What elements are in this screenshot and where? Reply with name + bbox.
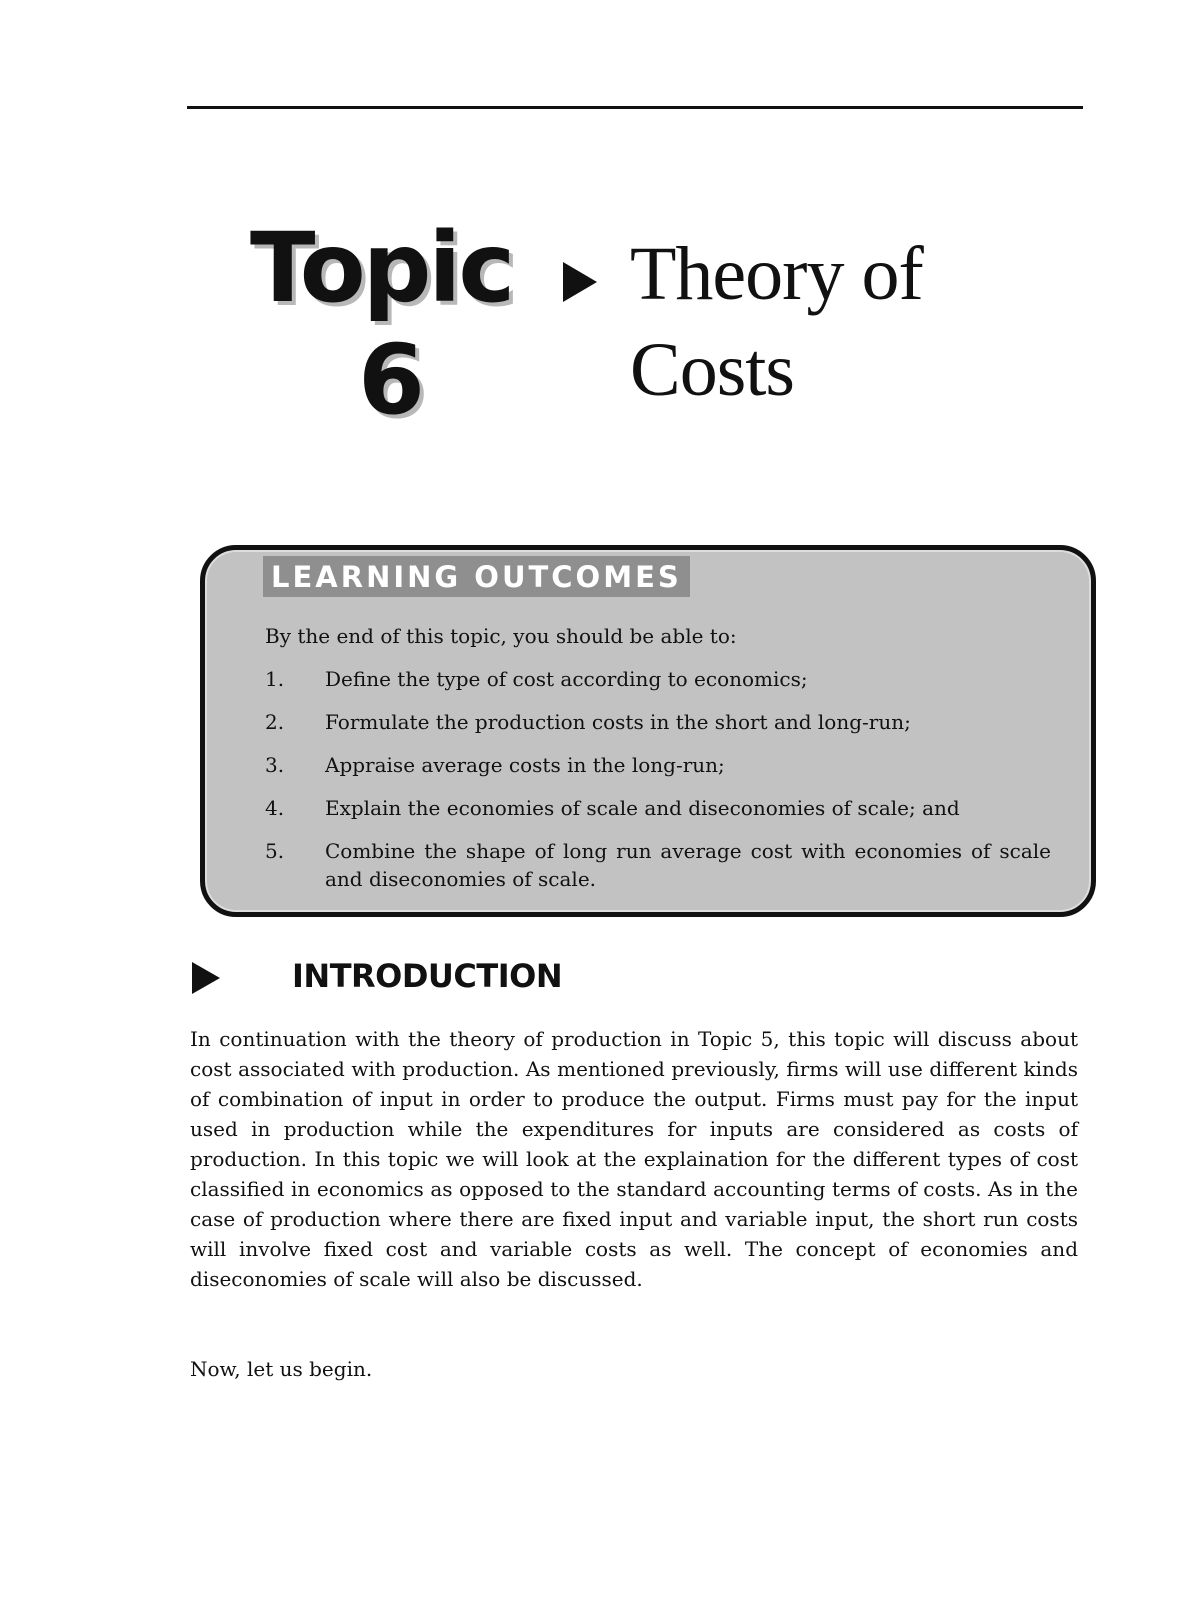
outcome-text: Formulate the production costs in the short and long-run; <box>325 710 911 734</box>
outcome-item <box>265 794 1051 822</box>
header-rule <box>187 106 1083 109</box>
outcome-item <box>265 708 1051 736</box>
outcome-text: Explain the economies of scale and diseconomies of scale; and <box>325 796 960 820</box>
outcome-text: Define the type of cost according to economics; <box>325 667 808 691</box>
topic-number: 6 <box>358 324 422 436</box>
closing-line: Now, let us begin. <box>190 1357 373 1381</box>
learning-outcomes-box <box>200 545 1096 917</box>
outcome-item <box>265 837 1051 893</box>
section-arrow-icon <box>192 962 220 994</box>
outcome-number: 3. <box>265 753 285 777</box>
learning-outcomes-list <box>265 665 1051 908</box>
title-arrow-icon <box>563 262 597 302</box>
outcome-number: 5. <box>265 839 285 863</box>
topic-title: Theory of Costs <box>630 232 923 412</box>
outcome-number: 1. <box>265 667 285 691</box>
outcome-item <box>265 751 1051 779</box>
learning-outcomes-heading: LEARNING OUTCOMES <box>263 556 690 597</box>
introduction-heading: INTRODUCTION <box>292 957 563 995</box>
topic-label <box>250 212 520 436</box>
outcome-text: Combine the shape of long run average cost with economies of scale and diseconomies of scale. <box>325 839 1051 891</box>
learning-outcomes-intro: By the end of this topic, you should be able to: <box>265 624 737 648</box>
topic-word: Topic <box>250 212 513 324</box>
outcome-item <box>265 665 1051 693</box>
outcome-number: 2. <box>265 710 285 734</box>
outcome-text: Appraise average costs in the long-run; <box>325 753 725 777</box>
introduction-paragraph: In continuation with the theory of production in Topic 5, this topic will discuss about cost associated with production. As mentioned previously, firms will use different kinds of combination of input in order to produce the output. Firms must pay for the input used in production while the expenditures for inputs are considered as costs of production. In this topic we will look at the explaination for the different types of cost classified in economics as opposed to the standard accounting terms of costs. As in the case of production where there are fixed input and variable input, the short run costs will involve fixed cost and variable costs as well. The concept of economies and diseconomies of scale will also be discussed. <box>190 1027 1078 1291</box>
outcome-number: 4. <box>265 796 285 820</box>
